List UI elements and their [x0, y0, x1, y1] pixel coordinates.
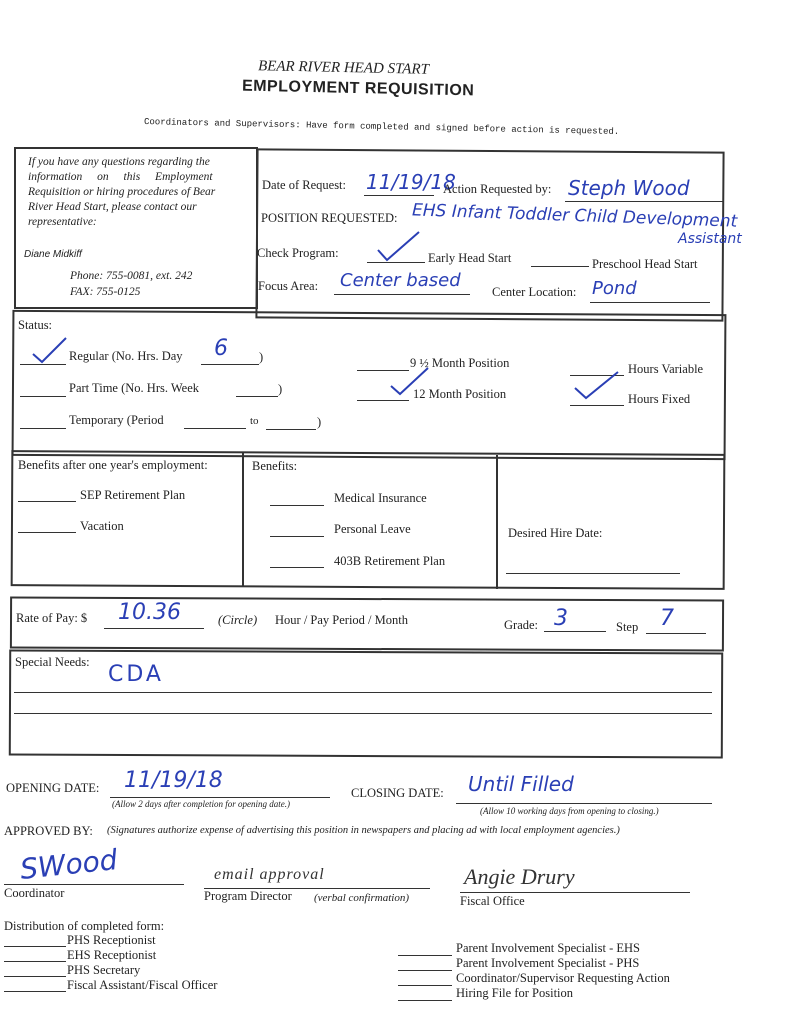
hours-fixed-label: Hours Fixed — [628, 392, 691, 406]
closing-date-label: CLOSING DATE: — [351, 786, 444, 800]
rate-of-pay-label: Rate of Pay: $ — [16, 611, 88, 625]
contact-text-5: representative: — [28, 216, 97, 228]
contact-phone: Phone: 755-0081, ext. 242 — [70, 270, 193, 282]
opening-date-value[interactable]: 11/19/18 — [124, 768, 223, 793]
center-location-label: Center Location: — [492, 285, 577, 299]
hours-variable-label: Hours Variable — [628, 362, 704, 376]
contact-text-3: Requisition or hiring procedures of Bear — [28, 186, 216, 198]
date-request-label: Date of Request: — [262, 178, 347, 192]
personal-leave-label: Personal Leave — [334, 522, 411, 536]
part-time-close: ) — [278, 382, 283, 396]
step-value[interactable]: 7 — [660, 606, 674, 631]
focus-area-value[interactable]: Center based — [340, 270, 461, 291]
ehs-checkmark[interactable] — [375, 228, 425, 264]
dist-right-1: Parent Involvement Specialist - EHS — [456, 941, 640, 955]
ehs-label: Early Head Start — [428, 251, 512, 265]
step-label: Step — [616, 620, 639, 634]
program-director-label: Program Director — [204, 889, 292, 903]
form-title: EMPLOYMENT REQUISITION — [241, 77, 475, 100]
benefits-label: Benefits: — [252, 459, 298, 473]
plan403-label: 403B Retirement Plan — [334, 554, 446, 568]
opening-date-label: OPENING DATE: — [6, 781, 100, 795]
temporary-close: ) — [317, 415, 322, 429]
approved-by-label: APPROVED BY: — [4, 824, 93, 838]
fiscal-signature[interactable]: Angie Drury — [464, 864, 575, 889]
twelve-month-label: 12 Month Position — [413, 387, 507, 401]
contact-fax: FAX: 755-0125 — [70, 286, 141, 298]
circle-note: (Circle) — [218, 613, 258, 627]
rate-of-pay-value[interactable]: 10.36 — [118, 600, 181, 625]
pay-period-options[interactable]: Hour / Pay Period / Month — [275, 613, 408, 627]
dist-left-1: PHS Receptionist — [67, 933, 156, 947]
fiscal-office-label: Fiscal Office — [460, 894, 525, 908]
medical-label: Medical Insurance — [334, 491, 427, 505]
desired-hire-date-label: Desired Hire Date: — [508, 526, 603, 540]
director-signature[interactable]: email approval — [214, 866, 325, 883]
program-director-note: (verbal confirmation) — [314, 892, 410, 904]
center-location-value[interactable]: Pond — [592, 278, 637, 299]
dist-right-3: Coordinator/Supervisor Requesting Action — [456, 971, 670, 985]
contact-name: Diane Midkiff — [24, 249, 82, 260]
regular-label: Regular (No. Hrs. Day — [69, 349, 183, 363]
desired-hire-date-field[interactable] — [506, 573, 680, 574]
regular-close: ) — [259, 350, 264, 364]
regular-hours-value[interactable]: 6 — [214, 336, 228, 361]
grade-value[interactable]: 3 — [554, 606, 568, 631]
hours-fixed-checkmark[interactable] — [572, 368, 622, 402]
temporary-label: Temporary (Period — [69, 413, 164, 427]
phs-label: Preschool Head Start — [592, 257, 698, 271]
action-requested-value[interactable]: Steph Wood — [568, 176, 690, 200]
regular-checkmark[interactable] — [30, 336, 70, 366]
focus-area-label: Focus Area: — [258, 279, 319, 293]
coordinator-signature[interactable]: SWood — [18, 842, 119, 887]
dist-right-4: Hiring File for Position — [456, 986, 574, 1000]
part-time-label: Part Time (No. Hrs. Week — [69, 381, 200, 395]
action-requested-label: Action Requested by: — [443, 182, 552, 196]
contact-text-1: If you have any questions regarding the — [28, 156, 210, 168]
special-needs-label: Special Needs: — [15, 655, 90, 669]
dist-left-2: EHS Receptionist — [67, 948, 157, 962]
status-label: Status: — [18, 318, 53, 332]
opening-date-note: (Allow 2 days after completion for opening date.) — [112, 799, 290, 809]
grade-label: Grade: — [504, 618, 539, 632]
request-box — [255, 148, 724, 321]
closing-date-note: (Allow 10 working days from opening to closing.) — [480, 806, 659, 816]
closing-date-value[interactable]: Until Filled — [468, 772, 574, 796]
contact-text-4: River Head Start, please contact our — [28, 201, 197, 213]
vacation-label: Vacation — [80, 519, 124, 533]
dist-right-2: Parent Involvement Specialist - PHS — [456, 956, 640, 970]
position-value[interactable]: EHS Infant Toddler Child Development — [411, 200, 738, 232]
sep-label: SEP Retirement Plan — [80, 488, 186, 502]
position-value-2[interactable]: Assistant — [678, 231, 742, 247]
org-name: BEAR RIVER HEAD START — [257, 58, 430, 78]
benefits-after-label: Benefits after one year's employment: — [18, 458, 208, 472]
date-request-value[interactable]: 11/19/18 — [366, 170, 456, 194]
header-note: Coordinators and Supervisors: Have form completed and signed before action is requested. — [143, 117, 620, 137]
check-program-label: Check Program: — [257, 246, 339, 260]
approved-by-note: (Signatures authorize expense of advertising this position in newspapers and placing ad with local employment agencies.) — [107, 825, 620, 836]
position-label: POSITION REQUESTED: — [261, 211, 398, 225]
dist-left-4: Fiscal Assistant/Fiscal Officer — [67, 978, 218, 992]
nine-month-label: 9 ½ Month Position — [410, 356, 510, 370]
contact-text-2: information on this Employment — [28, 171, 213, 183]
distribution-label: Distribution of completed form: — [4, 919, 165, 933]
dist-left-3: PHS Secretary — [67, 963, 141, 977]
temporary-to: to — [250, 415, 259, 427]
coordinator-label: Coordinator — [4, 886, 65, 900]
special-needs-value[interactable]: CDA — [108, 662, 164, 687]
